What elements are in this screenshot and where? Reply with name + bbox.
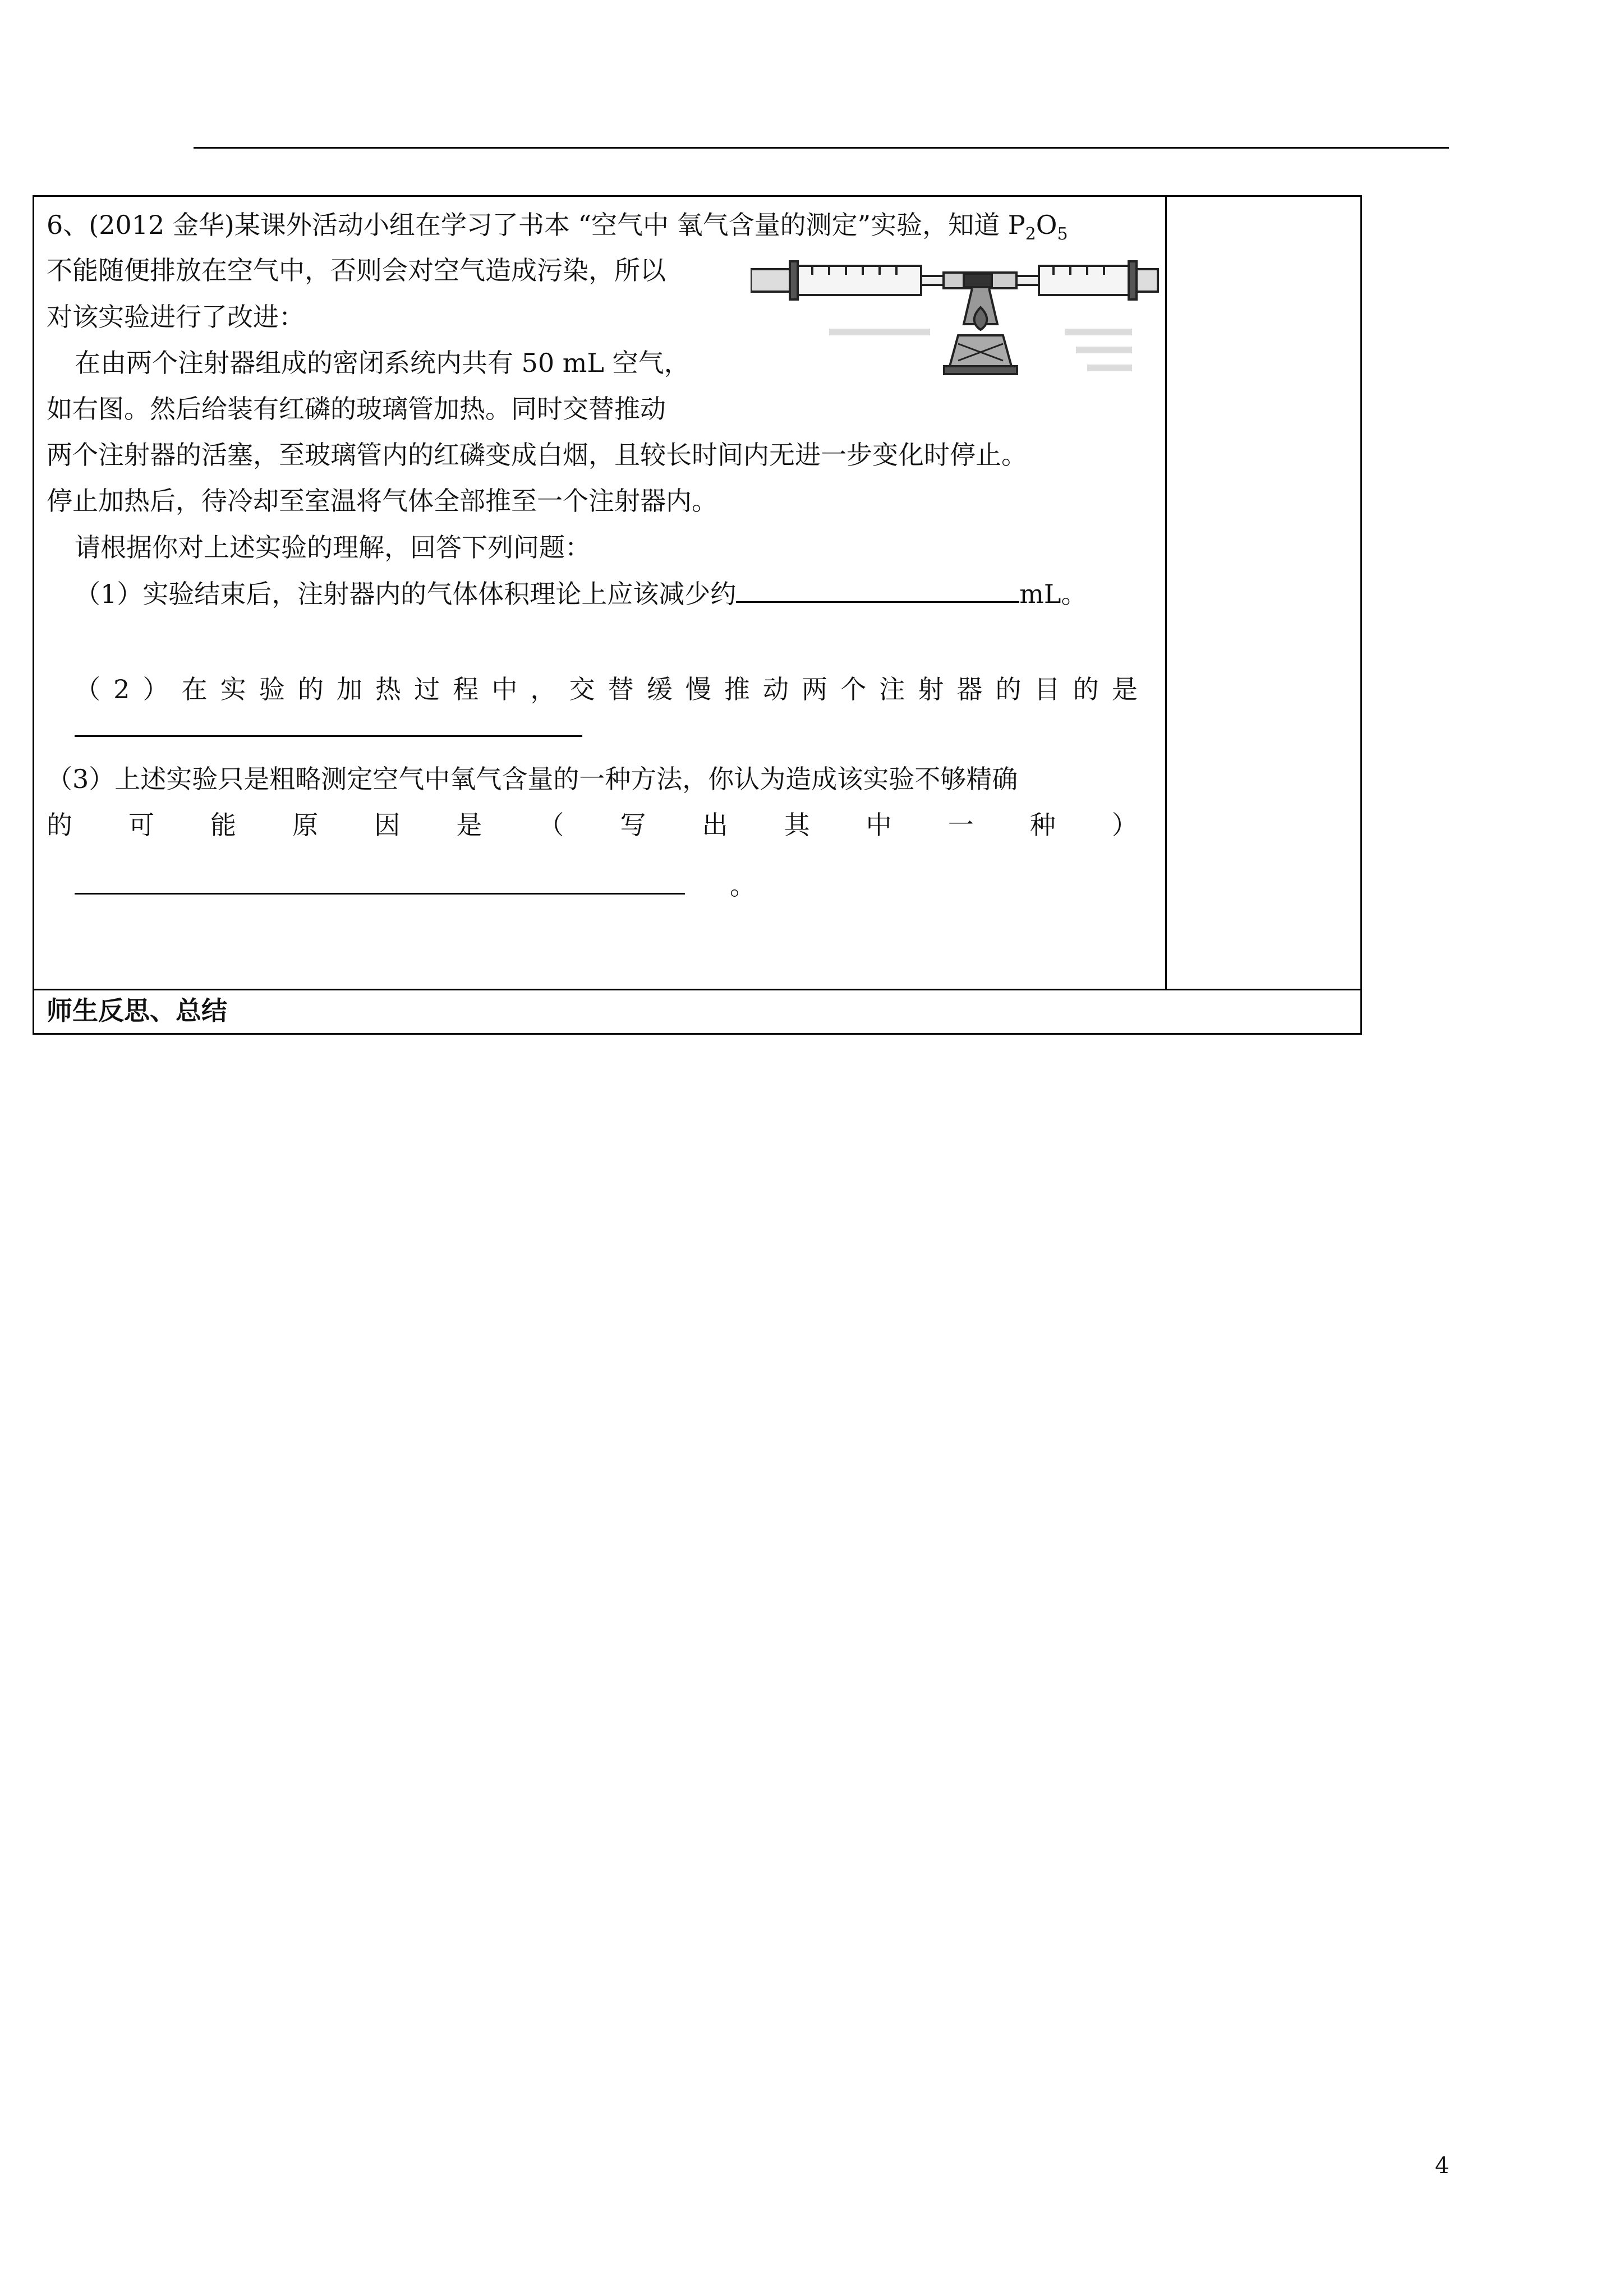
sub-question-2-char: 验 xyxy=(259,674,285,704)
sub-question-3-char: 能 xyxy=(210,810,237,840)
sub-question-2-char: 个 xyxy=(840,674,867,704)
sub-question-2-char: 实 xyxy=(220,674,246,704)
sub-question-2-char: 两 xyxy=(802,674,828,704)
reflection-cell xyxy=(34,990,1360,1033)
sub-question-3-char: ） xyxy=(1111,810,1138,840)
sub-question-3-char: 出 xyxy=(702,810,728,840)
notes-cell xyxy=(1167,197,1360,990)
worksheet-table xyxy=(33,195,1362,1035)
sub-question-3-char: 一 xyxy=(947,810,974,840)
sub-question-2-char: 动 xyxy=(762,674,789,704)
sub-question-3-line-3: 。 xyxy=(75,870,756,901)
sub-question-2 xyxy=(75,674,1138,705)
sub-question-2-char: 注 xyxy=(879,674,905,704)
sub-question-1: （1）实验结束后，注射器内的气体体积理论上应该减少约 mL。 xyxy=(75,579,1087,609)
question-line-3: 对该实验进行了改进： xyxy=(47,302,305,332)
sub-question-2-char: 推 xyxy=(724,674,750,704)
sub-question-2-char: 2 xyxy=(113,674,130,704)
sub-question-3-char: 是 xyxy=(456,810,482,840)
sub-question-2-char: 交 xyxy=(569,674,595,704)
sub-question-3-char: 其 xyxy=(784,810,810,840)
question-line-2: 不能随便排放在空气中，否则会对空气造成污染，所以 xyxy=(47,255,666,285)
answer-blank-2[interactable] xyxy=(75,735,582,737)
sub-question-2-char: 缓 xyxy=(646,674,673,704)
sub-question-2-char: 慢 xyxy=(685,674,711,704)
sub-question-2-char: 加 xyxy=(336,674,362,704)
question-line-8: 请根据你对上述实验的理解，回答下列问题： xyxy=(75,532,591,563)
sub-question-2-char: 替 xyxy=(608,674,634,704)
question-line-4: 在由两个注射器组成的密闭系统内共有 50 mL 空气， xyxy=(75,348,690,378)
sub-question-3-char: 的 xyxy=(47,810,72,840)
reflection-label: 师生反思、总结 xyxy=(47,995,227,1026)
sub-question-2-char: 热 xyxy=(375,674,402,704)
sub-question-2-char: 程 xyxy=(453,674,479,704)
sub-question-3-char: 中 xyxy=(866,810,892,840)
sub-question-2-char: 目 xyxy=(1034,674,1060,704)
question-line-6: 两个注射器的活塞，至玻璃管内的红磷变成白烟，且较长时间内无进一步变化时停止。 xyxy=(47,440,1027,470)
sub-question-2-char: 的 xyxy=(297,674,324,704)
answer-blank-3[interactable] xyxy=(75,870,685,895)
sub-question-2-char: 器 xyxy=(956,674,983,704)
question-line-5: 如右图。然后给装有红磷的玻璃管加热。同时交替推动 xyxy=(47,394,666,424)
syringe-apparatus-figure xyxy=(751,246,1160,408)
sub-question-3-char: 可 xyxy=(128,810,155,840)
sub-question-3-line-1: （3）上述实验只是粗略测定空气中氧气含量的一种方法，你认为造成该实验不够精确 xyxy=(47,764,1018,794)
sub-question-2-char: （ xyxy=(75,674,100,704)
sub-question-2-char: 是 xyxy=(1111,674,1138,704)
sub-question-3-char: 写 xyxy=(620,810,646,840)
sub-question-2-char: 过 xyxy=(414,674,440,704)
header-rule xyxy=(194,147,1449,149)
sub-question-3-char: （ xyxy=(538,810,564,840)
sub-question-2-char: 的 xyxy=(1073,674,1099,704)
sub-question-3-char: 因 xyxy=(374,810,401,840)
sub-question-2-char: ， xyxy=(530,674,556,704)
page-number: 4 xyxy=(1435,2153,1450,2179)
sub-question-2-char: ） xyxy=(142,674,169,704)
sub-question-2-char: 中 xyxy=(491,674,518,704)
answer-blank-1[interactable] xyxy=(736,579,1019,603)
sub-question-2-char: 射 xyxy=(918,674,944,704)
question-line-7: 停止加热后，待冷却至室温将气体全部推至一个注射器内。 xyxy=(47,486,717,516)
sub-question-3-char: 种 xyxy=(1029,810,1056,840)
sub-question-2-char: 在 xyxy=(181,674,208,704)
sub-question-3-line-2 xyxy=(47,809,1138,841)
sub-question-2-char: 的 xyxy=(995,674,1022,704)
question-line-1: 6、(2012 金华)某课外活动小组在学习了书本 “空气中 氧气含量的测定”实验，知道 $P_2O_5$ xyxy=(47,210,1068,245)
sub-question-3-char: 原 xyxy=(292,810,319,840)
